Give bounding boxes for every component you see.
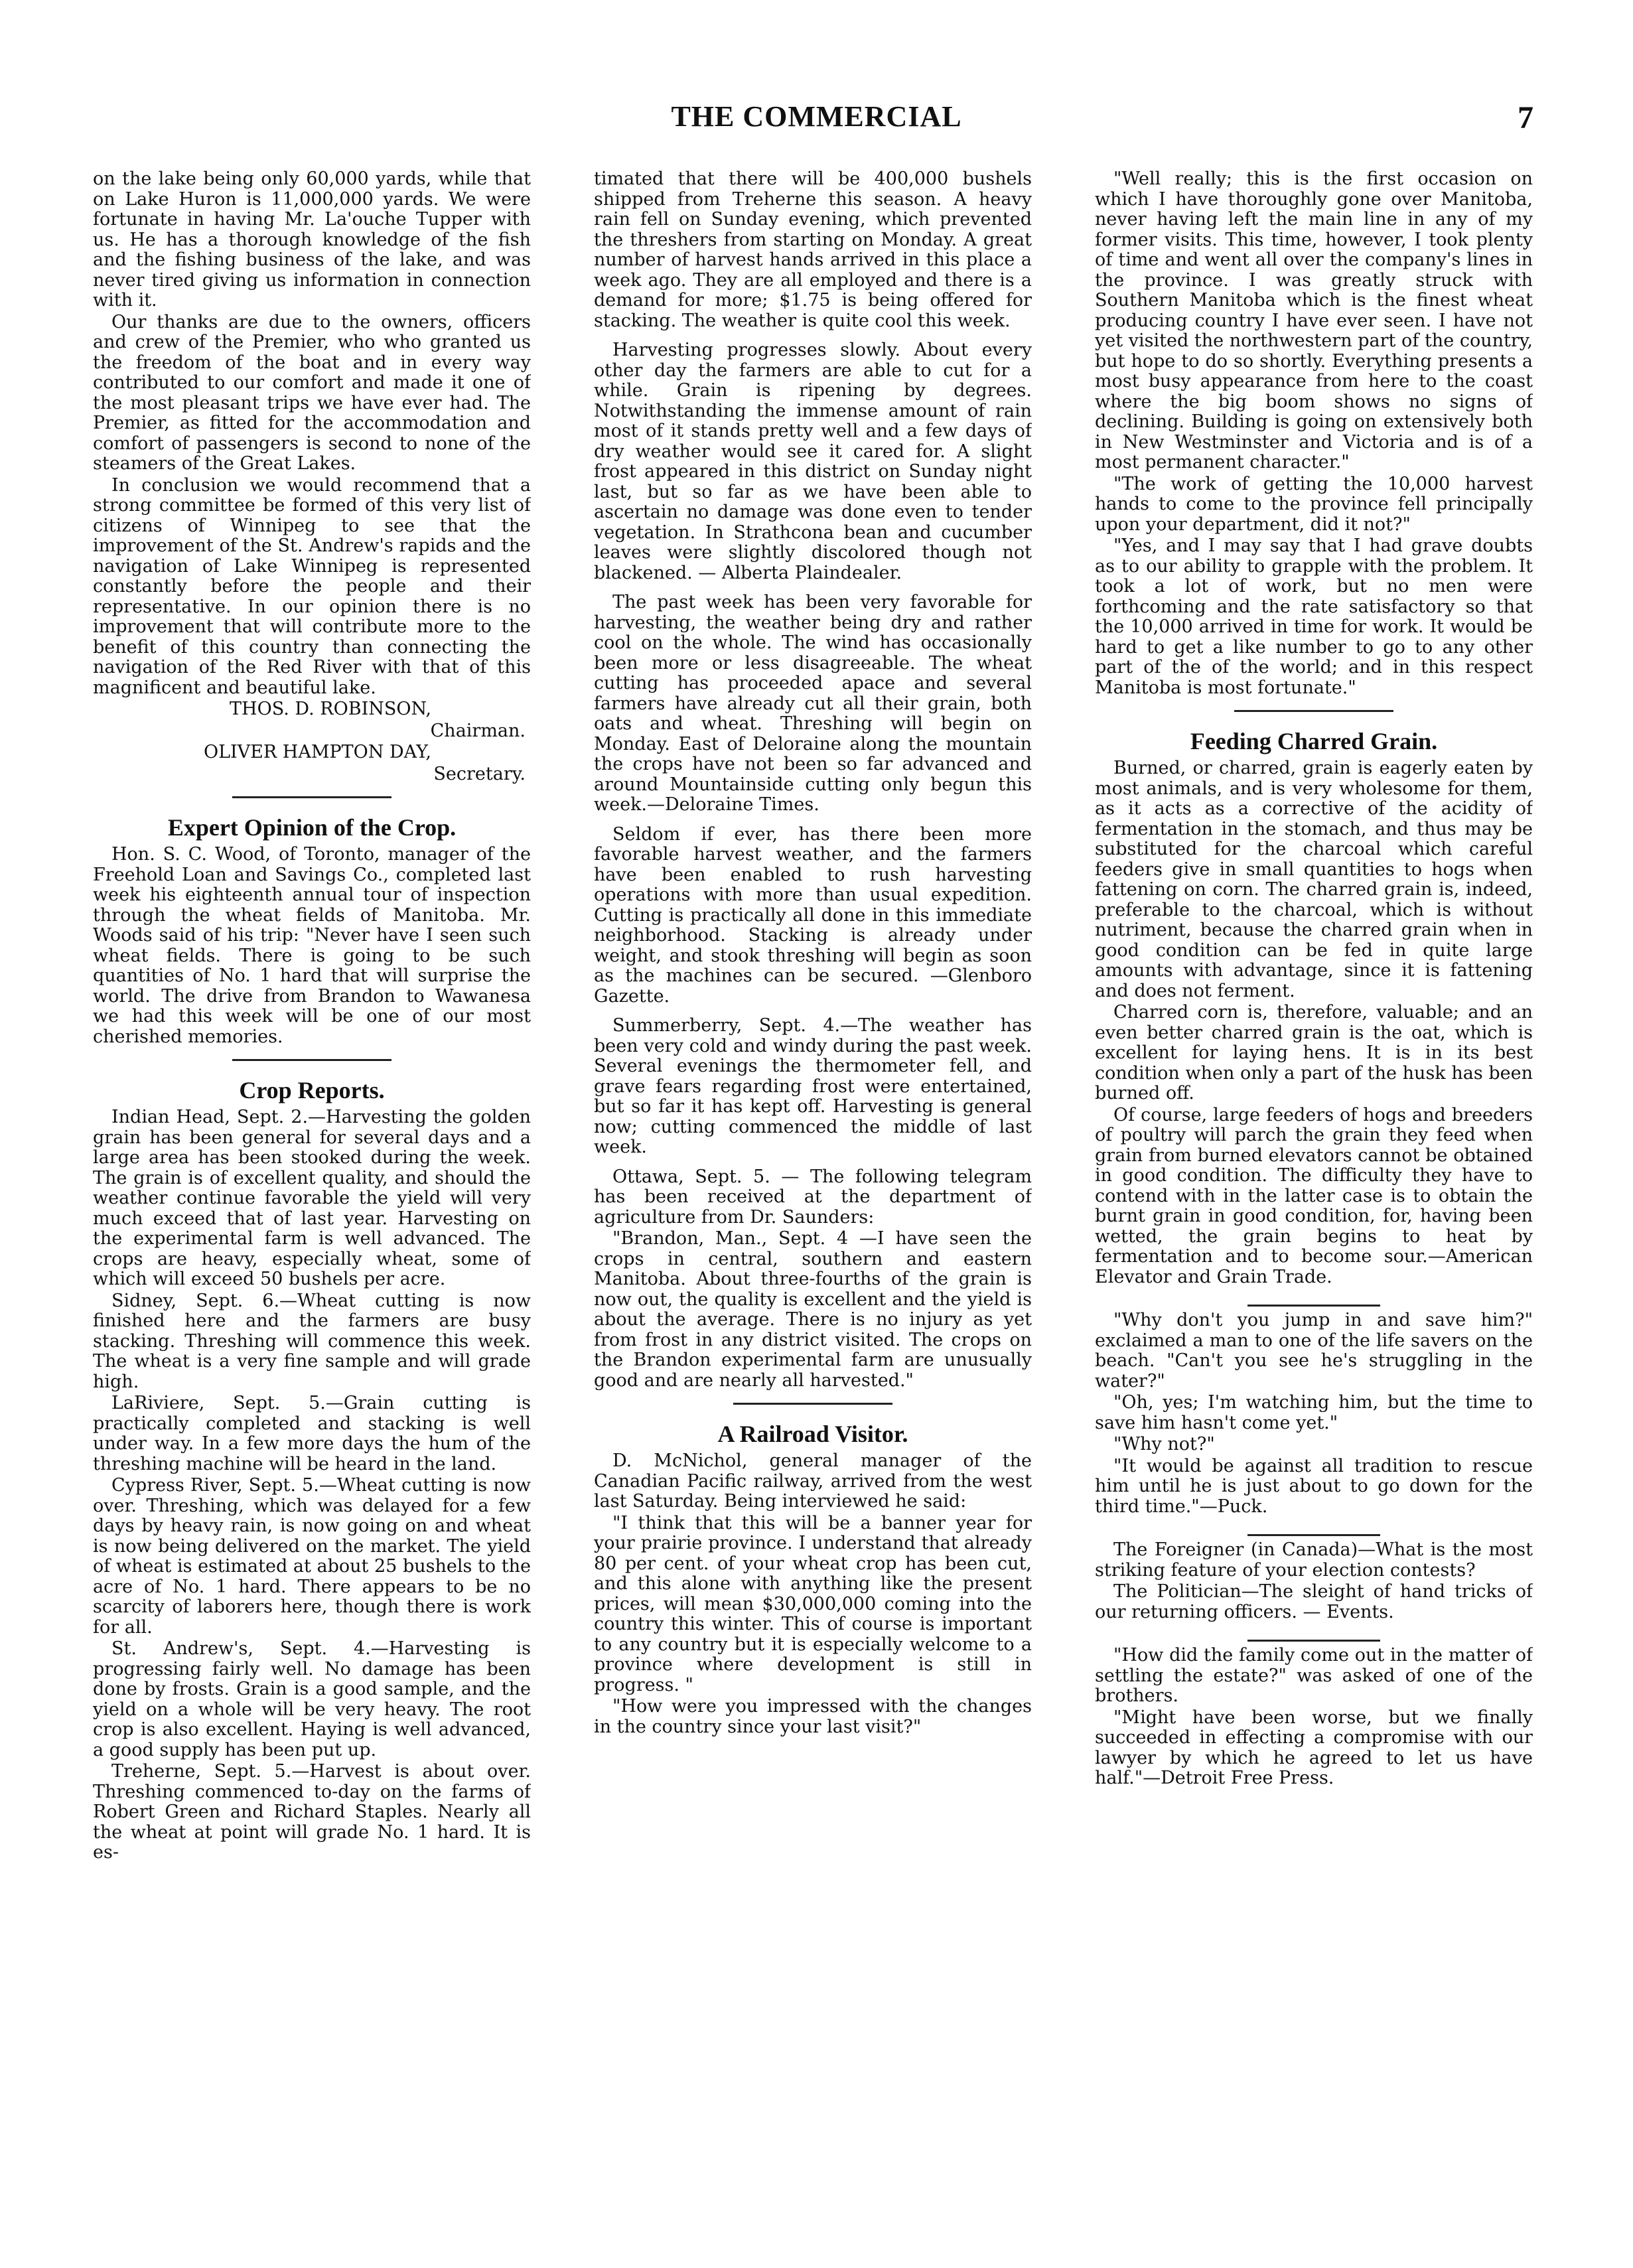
paragraph: "How did the family come out in the matter of settling the estate?" was asked of one of the brothers. (1095, 1645, 1533, 1706)
paragraph: "Well really; this is the first occasion on which I have thoroughly gone over Manitoba, never having left the main line in any of my former visits. This time, however, I took plenty of time and went all over the company's lines in the province. I was greatly struck with Southern Manitoba which is the finest wheat producing country I have ever seen. I have not yet visited the northwestern part of the country, but hope to do so shortly. Everything presents a most busy appearance from here to the coast where the big boom shows no signs of declining. Building is going on extensively both in New Westminster and Victoria and is of a most permanent character." (1095, 169, 1533, 472)
paragraph: Ottawa, Sept. 5. — The following telegram has been received at the department of agriculture from Dr. Saunders: (594, 1166, 1032, 1228)
column-1 (93, 169, 531, 2233)
paragraph: Charred corn is, therefore, valuable; and an even better charred grain is the oat, which is excellent for laying hens. It is in its best condition when only a part of the husk has been burned off. (1095, 1002, 1533, 1103)
section-divider (1234, 710, 1393, 712)
paragraph: D. McNichol, general manager of the Canadian Pacific railway, arrived from the west last Saturday. Being interviewed he said: (594, 1451, 1032, 1512)
paragraph: Of course, large feeders of hogs and breeders of poultry will parch the grain they feed when grain from burned elevators cannot be obtained in good condition. The difficulty they have to contend with in the latter case is to obtain the burnt grain in good condition, for, having been wetted, the grain begins to heat by fermentation and to become sour.—American Elevator and Grain Trade. (1095, 1104, 1533, 1287)
signature-role: Chairman. (430, 720, 526, 741)
paragraph: Treherne, Sept. 5.—Harvest is about over. Threshing commenced to-day on the farms of Robert Green and Richard Staples. Nearly all the wheat at point will grade No. 1 hard. It is es- (93, 1761, 531, 1863)
signature-role: Secretary. (433, 763, 526, 784)
page-number: 7 (1518, 100, 1533, 135)
paragraph: "Oh, yes; I'm watching him, but the time to save him hasn't come yet." (1095, 1392, 1533, 1433)
paragraph: "The work of getting the 10,000 harvest hands to come to the province fell principally upon your department, did it not?" (1095, 473, 1533, 535)
paragraph: Hon. S. C. Wood, of Toronto, manager of the Freehold Loan and Savings Co., completed last week his eighteenth annual tour of inspection through the wheat fields of Manitoba. Mr. Woods said of his trip: "Never have I seen such wheat fields. There is going to be such quantities of No. 1 hard that will surprise the world. The drive from Brandon to Wawanesa we had this week will be one of our most cherished memories. (93, 844, 531, 1047)
article-heading: A Railroad Visitor. (717, 1421, 908, 1447)
paragraph: Sidney, Sept. 6.—Wheat cutting is now finished here and the farmers are busy stacking. Threshing will commence this week. The wheat is a very fine sample and will grade high. (93, 1290, 531, 1392)
paragraph: "I think that this will be a banner year for your prairie province. I understand that already 80 per cent. of your wheat crop has been cut, and this alone with anything like the present prices, will mean $30,000,000 coming into the country this winter. This of course is important to any country but it is especially welcome to a province where development is still in progress. " (594, 1512, 1032, 1695)
article-heading: Expert Opinion of the Crop. (167, 814, 457, 841)
paragraph: The Foreigner (in Canada)—What is the most striking feature of your election contests? (1095, 1539, 1533, 1581)
paragraph: Summerberry, Sept. 4.—The weather has been very cold and windy during the past week. Several evenings the thermometer fell, and grave fears regarding frost were entertained, but so far it has kept off. Harvesting is general now; cutting commenced the middle of last week. (594, 1015, 1032, 1157)
paragraph: LaRiviere, Sept. 5.—Grain cutting is practically completed and stacking is well under way. In a few more days the hum of the threshing machine will be heard in the land. (93, 1393, 531, 1474)
paragraph: The Politician—The sleight of hand tricks of our returning officers. — Events. (1095, 1581, 1533, 1622)
paragraph: "How were you impressed with the changes in the country since your last visit?" (594, 1696, 1032, 1737)
paragraph: "Yes, and I may say that I had grave doubts as to our ability to grapple with the problem. It took a lot of work, but no men were forthcoming and the rate satisfactory so that the 10,000 arrived in time for work. It would be hard to get a like number to go to any other part of the of the world; and in this respect Manitoba is most fortunate." (1095, 535, 1533, 698)
signature-name: OLIVER HAMPTON DAY, (203, 742, 431, 762)
paragraph: timated that there will be 400,000 bushels shipped from Treherne this season. A heavy rain fell on Sunday evening, which prevented the threshers from starting on Monday. A great number of harvest hands arrived in this place a week ago. They are all employed and there is a demand for more; $1.75 is being offered for stacking. The weather is quite cool this week. (594, 169, 1032, 331)
paragraph: The past week has been very favorable for harvesting, the weather being dry and rather cool on the whole. The wind has occasionally been more or less disagreeable. The wheat cutting has proceeded apace and several farmers have already cut all their grain, both oats and wheat. Threshing will begin on Monday. East of Deloraine along the mountain the crops have not been so far advanced and around Mountainside cutting only begun this week.—Deloraine Times. (594, 592, 1032, 815)
paragraph: Cypress River, Sept. 5.—Wheat cutting is now over. Threshing, which was delayed for a few days by heavy rain, is now going on and wheat is now being delivered on the market. The yield of wheat is estimated at about 25 bushels to the acre of No. 1 hard. There appears to be no scarcity of laborers here, though there is work for all. (93, 1475, 531, 1638)
paragraph: Burned, or charred, grain is eagerly eaten by most animals, and is very wholesome for them, as it acts as a corrective of the acidity of fermentation in the stomach, and thus may be substituted for the charcoal which careful feeders give in small quantities to hogs when fattening on corn. The charred grain is, indeed, preferable to the charcoal, which is without nutriment, because the charred grain when in good condition can be fed in quite large amounts with advantage, since it is fattening and does not ferment. (1095, 758, 1533, 1001)
page-header (0, 100, 1633, 146)
paragraph: "It would be against all tradition to rescue him until he is just about to go down for the third time."—Puck. (1095, 1455, 1533, 1517)
paragraph: St. Andrew's, Sept. 4.—Harvesting is progressing fairly well. No damage has been done by frosts. Grain is a good sample, and the yield on a whole will be very heavy. The root crop is also excellent. Haying is well advanced, a good supply has been put up. (93, 1638, 531, 1760)
section-divider (1247, 1305, 1380, 1307)
paragraph: Seldom if ever, has there been more favorable harvest weather, and the farmers have been enabled to rush harvesting operations with more than usual expedition. Cutting is practically all done in this immediate neighborhood. Stacking is already under weight, and stook threshing will begin as soon as the machines can be secured. —Glenboro Gazette. (594, 823, 1032, 1007)
paragraph: "Why don't you jump in and save him?" exclaimed a man to one of the life savers on the beach. "Can't you see he's struggling in the water?" (1095, 1310, 1533, 1391)
paragraph: "Why not?" (1113, 1434, 1215, 1454)
column-2 (594, 169, 1032, 2233)
publication-title: THE COMMERCIAL (671, 100, 962, 133)
paragraph: Harvesting progresses slowly. About every other day the farmers are able to cut for a while. Grain is ripening by degrees. Notwithstanding the immense amount of rain most of it stands pretty well and a few days of dry weather would see it cared for. A slight frost appeared in this district on Sunday night last, but so far as we have been able to ascertain no damage was done even to tender vegetation. In Strathcona bean and cucumber leaves were slightly discolored though not blackened. — Alberta Plaindealer. (594, 340, 1032, 583)
paragraph: "Brandon, Man., Sept. 4 —I have seen the crops in central, southern and eastern Manitoba. About three-fourths of the grain is now out, the quality is excellent and the yield is about the average. There is no injury as yet from frost in any district visited. The crops on the Brandon experimental farm are unusually good and are nearly all harvested." (594, 1228, 1032, 1391)
signature-name: THOS. D. ROBINSON, (230, 699, 431, 719)
paragraph: In conclusion we would recommend that a strong committee be formed of this very list of citizens of Winnipeg to see that the improvement of the St. Andrew's rapids and the navigation of Lake Winnipeg is represented constantly before the people and their representative. In our opinion there is no improvement that will contribute more to the benefit of this country than connecting the navigation of the Red River with that of this magnificent and beautiful lake. (93, 474, 531, 698)
section-divider (232, 1059, 391, 1061)
paragraph: Indian Head, Sept. 2.—Harvesting the golden grain has been general for several days and a large area has been stooked during the week. The grain is of excellent quality, and should the weather continue favorable the yield will very much exceed that of last year. Harvesting on the experimental farm is well advanced. The crops are heavy, especially wheat, some of which will exceed 50 bushels per acre. (93, 1107, 531, 1289)
section-divider (733, 1403, 892, 1405)
section-divider (1247, 1534, 1380, 1536)
section-divider (232, 796, 391, 798)
paragraph: Our thanks are due to the owners, officers and crew of the Premier, who who granted us the freedom of the boat and in every way contributed to our comfort and made it one of the most pleasant trips we have ever had. The Premier, as fitted for the accommodation and comfort of passengers is second to none of the steamers of the Great Lakes. (93, 311, 531, 474)
paragraph: on the lake being only 60,000 yards, while that on Lake Huron is 11,000,000 yards. We were fortunate in having Mr. La'ouche Tupper with us. He has a thorough knowledge of the fish and the fishing business of the lake, and was never tired giving us information in connection with it. (93, 169, 531, 311)
section-divider (1247, 1640, 1380, 1642)
article-heading: Crop Reports. (239, 1077, 385, 1103)
article-heading: Feeding Charred Grain. (1190, 728, 1438, 754)
column-3 (1095, 169, 1533, 2233)
paragraph: "Might have been worse, but we finally succeeded in effecting a compromise with our lawyer by which he agreed to let us have half."—Detroit Free Press. (1095, 1707, 1533, 1788)
